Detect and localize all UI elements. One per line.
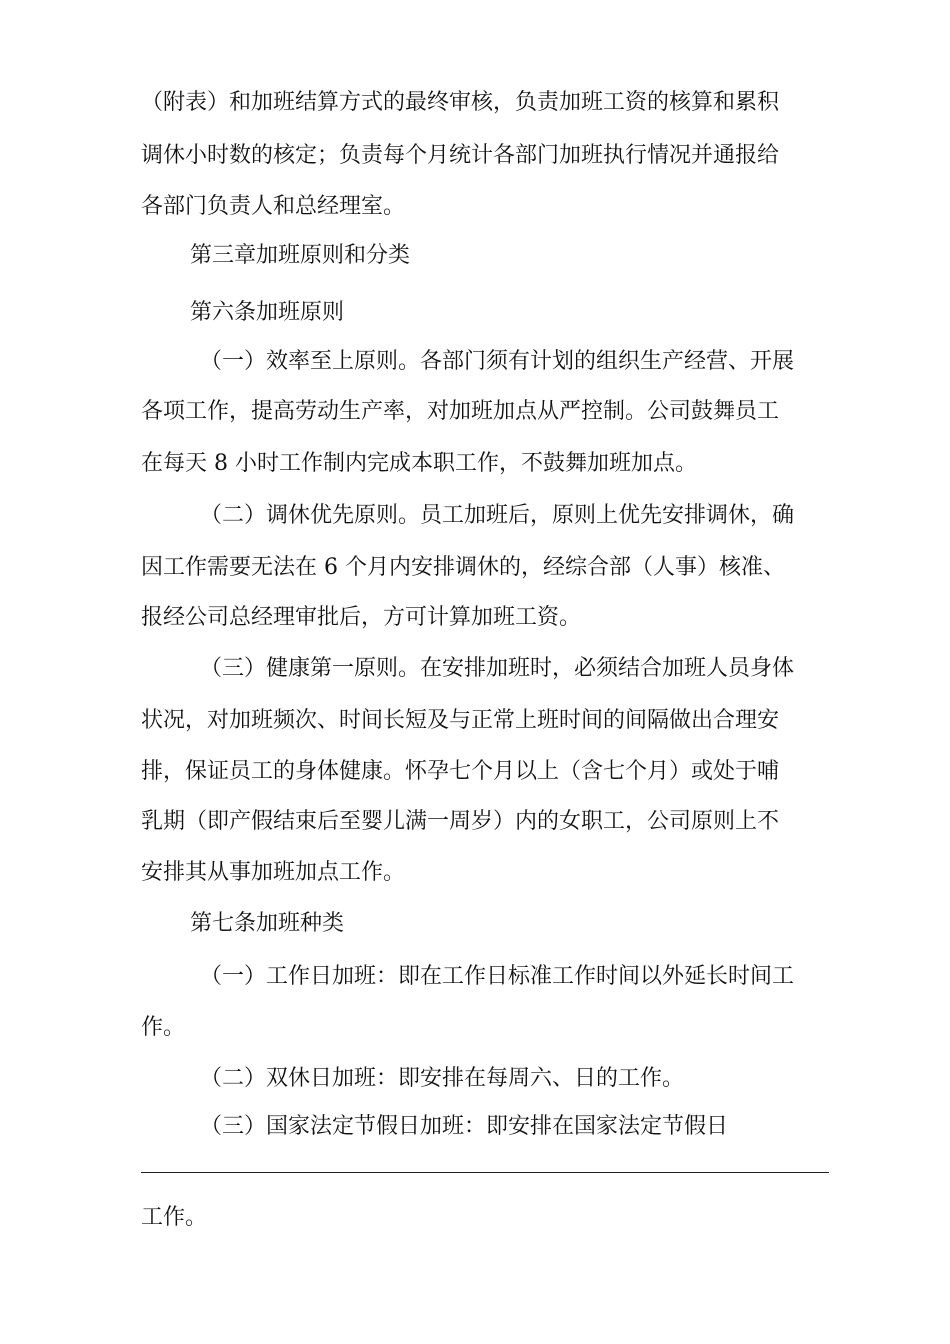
text-line: （二）调休优先原则。员工加班后，原则上优先安排调休，确 [200,503,795,528]
text-line: 状况，对加班频次、时间长短及与正常上班时间的间隔做出合理安 [141,708,780,733]
text-line: 安排其从事加班加点工作。 [141,860,406,885]
text-line: 各项工作，提高劳动生产率，对加班加点从严控制。公司鼓舞员工 [141,399,780,424]
footer-text: 工作。 [141,1205,208,1230]
text-line: 因工作需要无法在 6 个月内安排调休的，经综合部（人事）核准、 [141,555,785,580]
text-line: （二）双休日加班：即安排在每周六、日的工作。 [200,1066,685,1091]
text-line: 在每天 8 小时工作制内完成本职工作，不鼓舞加班加点。 [141,451,697,476]
text-line: 各部门负责人和总经理室。 [141,194,406,219]
page-divider [141,1172,829,1173]
text-line: （三）国家法定节假日加班：即安排在国家法定节假日 [200,1114,729,1139]
text-line: （附表）和加班结算方式的最终审核，负责加班工资的核算和累积 [141,90,780,115]
text-line: （一）效率至上原则。各部门须有计划的组织生产经营、开展 [200,349,795,374]
text-line: （三）健康第一原则。在安排加班时，必须结合加班人员身体 [200,656,795,681]
text-line: 报经公司总经理审批后，方可计算加班工资。 [141,605,582,630]
article-heading: 第六条加班原则 [190,300,345,325]
text-line: 作。 [141,1015,186,1040]
article-heading: 第七条加班种类 [190,911,345,936]
text-line: 排，保证员工的身体健康。怀孕七个月以上（含七个月）或处于哺 [141,759,780,784]
text-line: （一）工作日加班：即在工作日标准工作时间以外延长时间工 [200,964,795,989]
text-line: 乳期（即产假结束后至婴儿满一周岁）内的女职工，公司原则上不 [141,809,780,834]
text-line: 调休小时数的核定；负责每个月统计各部门加班执行情况并通报给 [141,143,780,168]
chapter-heading: 第三章加班原则和分类 [190,243,411,268]
